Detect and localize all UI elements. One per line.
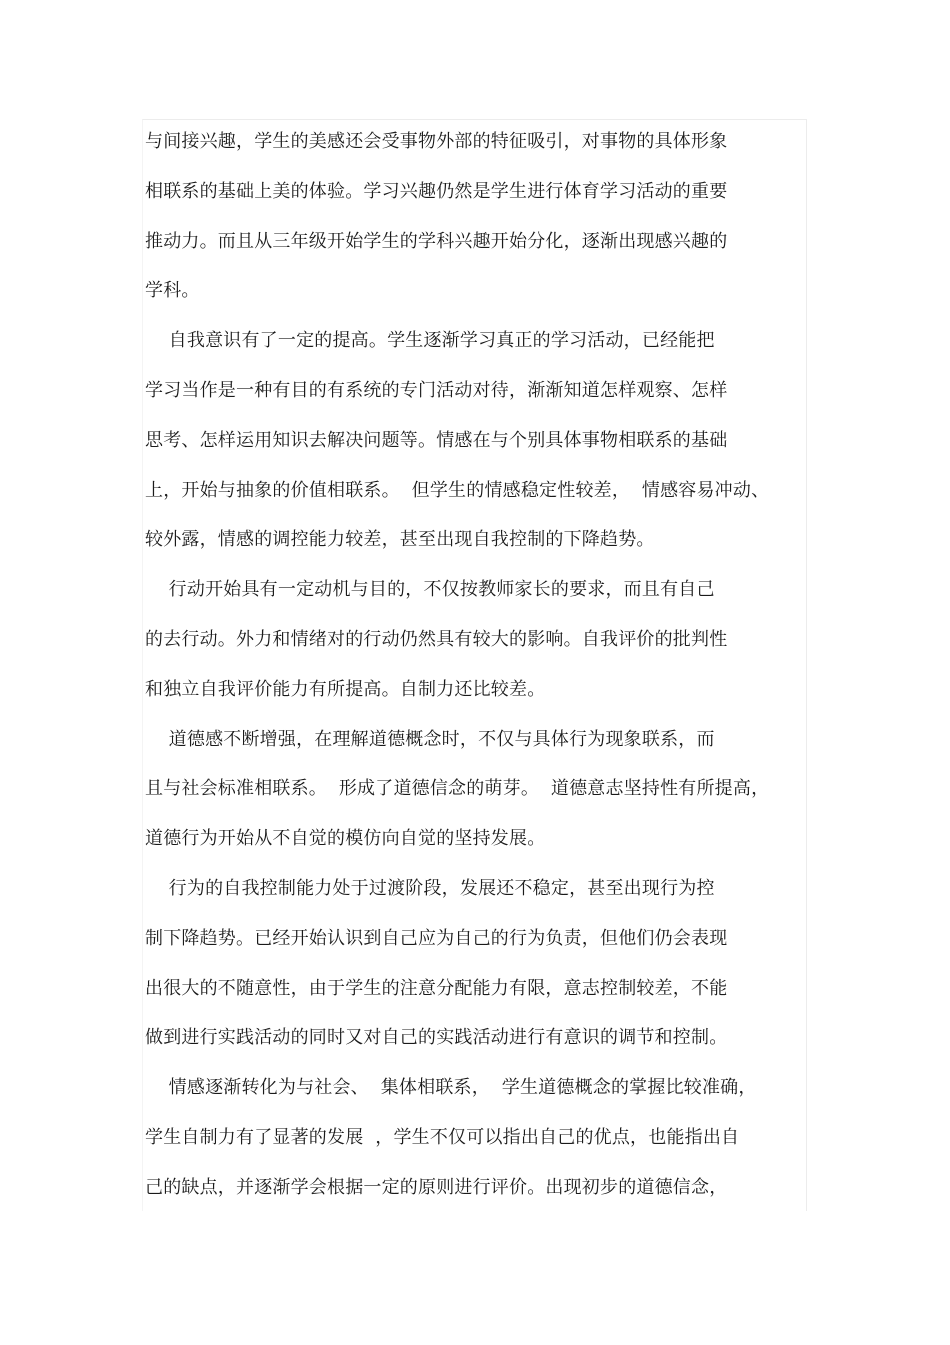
text-line: 和独立自我评价能力有所提高。自制力还比较差。 xyxy=(145,678,546,700)
text-line: 做到进行实践活动的同时又对自己的实践活动进行有意识的调节和控制。 xyxy=(145,1027,728,1049)
document-body xyxy=(145,122,845,1218)
text-line: 思考、怎样运用知识去解决问题等。情感在与个别具体事物相联系的基础 xyxy=(145,429,728,451)
text-line: 行为的自我控制能力处于过渡阶段，发展还不稳定，甚至出现行为控 xyxy=(145,877,715,899)
text-line: 道德行为开始从不自觉的模仿向自觉的坚持发展。 xyxy=(145,828,546,850)
text-line: 自我意识有了一定的提高。学生逐渐学习真正的学习活动，已经能把 xyxy=(145,330,715,352)
text-line: 出很大的不随意性，由于学生的注意分配能力有限，意志控制较差，不能 xyxy=(145,977,728,999)
text-line: 相联系的基础上美的体验。学习兴趣仍然是学生进行体育学习活动的重要 xyxy=(145,180,728,202)
text-line: 己的缺点，并逐渐学会根据一定的原则进行评价。出现初步的道德信念， xyxy=(145,1176,728,1198)
text-line: 道德感不断增强，在理解道德概念时，不仅与具体行为现象联系，而 xyxy=(145,728,715,750)
text-line: 制下降趋势。已经开始认识到自己应为自己的行为负责，但他们仍会表现 xyxy=(145,927,728,949)
text-line: 的去行动。外力和情绪对的行动仍然具有较大的影响。自我评价的批判性 xyxy=(145,628,728,650)
text-line: 较外露，情感的调控能力较差，甚至出现自我控制的下降趋势。 xyxy=(145,529,655,551)
text-line: 行动开始具有一定动机与目的，不仅按教师家长的要求，而且有自己 xyxy=(145,579,715,601)
text-line: 情感逐渐转化为与社会、 集体相联系， 学生道德概念的掌握比较准确， xyxy=(145,1077,757,1099)
text-line: 学生自制力有了显著的发展 ，学生不仅可以指出自己的优点，也能指出自 xyxy=(145,1126,740,1148)
text-line: 推动力。而且从三年级开始学生的学科兴趣开始分化，逐渐出现感兴趣的 xyxy=(145,230,728,252)
text-line: 学习当作是一种有目的有系统的专门活动对待，渐渐知道怎样观察、怎样 xyxy=(145,379,728,401)
text-line: 上，开始与抽象的价值相联系。 但学生的情感稳定性较差， 情感容易冲动、 xyxy=(145,479,770,501)
text-line: 与间接兴趣，学生的美感还会受事物外部的特征吸引，对事物的具体形象 xyxy=(145,131,728,152)
text-line: 且与社会标准相联系。 形成了道德信念的萌芽。 道德意志坚持性有所提高， xyxy=(145,778,770,800)
text-line: 学科。 xyxy=(145,280,200,302)
